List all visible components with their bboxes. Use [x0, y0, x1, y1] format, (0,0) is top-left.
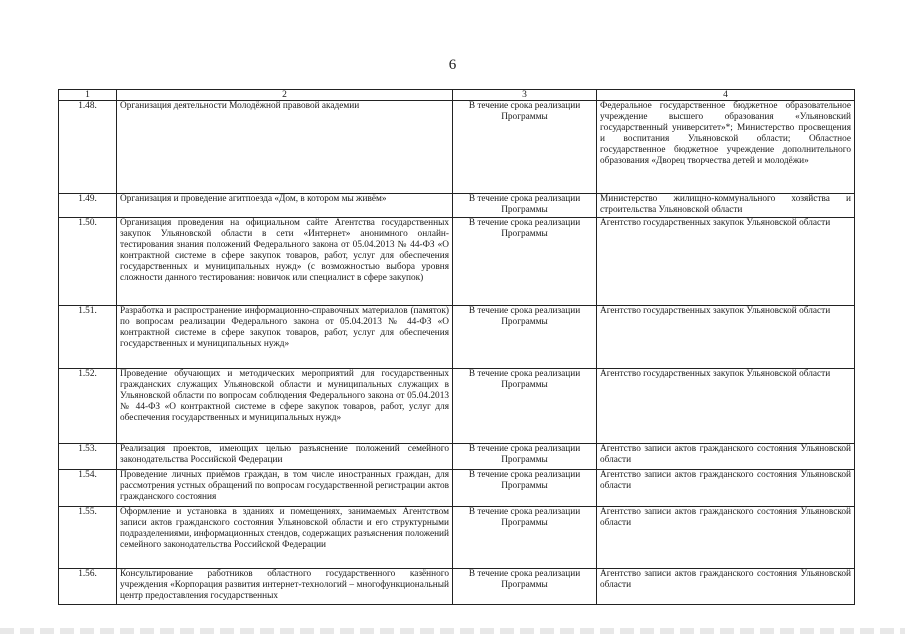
- row-number: 1.49.: [59, 194, 117, 218]
- table-row: [59, 444, 855, 470]
- row-executor: Федеральное государственное бюджетное образовательное учреждение высшего образования «Ульяновский государственный университет»*; Министерство просвещения и воспитания Ульяновской области; Областное государственное бюджетное учреждение дополнительного образования «Дворец творчества детей и молодёжи»: [597, 101, 855, 194]
- row-term: В течение срока реализации Программы: [453, 101, 597, 194]
- table-row: [59, 101, 855, 194]
- row-term: В течение срока реализации Программы: [453, 470, 597, 507]
- row-term: В течение срока реализации Программы: [453, 507, 597, 569]
- row-event: Организация деятельности Молодёжной правовой академии: [117, 101, 453, 194]
- row-event: Оформление и установка в зданиях и помещениях, занимаемых Агентством записи актов гражданского состояния Ульяновской области и его структурными подразделениями, информационных стендов, содержащих разъяснения положений семейного законодательства Российской Федерации: [117, 507, 453, 569]
- row-number: 1.51.: [59, 306, 117, 369]
- page-number: 6: [448, 57, 457, 73]
- row-number: 1.56.: [59, 569, 117, 605]
- row-event: Проведение обучающих и методических мероприятий для государственных гражданских служащих Ульяновской области и муниципальных служащих в Ульяновской области по вопросам соблюдения Федерального закона от 05.04.2013 № 44-ФЗ «О контрактной системе в сфере закупок товаров, работ, услуг для обеспечения государственных и муниципальных нужд»: [117, 369, 453, 444]
- row-executor: Агентство записи актов гражданского состояния Ульяновской области: [597, 569, 855, 605]
- row-event: Организация проведения на официальном сайте Агентства государственных закупок Ульяновской области в сети «Интернет» анонимного онлайн-тестирования знания положений Федерального закона от 05.04.2013 № 44-ФЗ «О контрактной системе в сфере закупок товаров, работ, услуг для обеспечения государственных и муниципальных нужд» (с возможностью выбора уровня сложности данного тестирования: новичок или специалист в сфере закупок): [117, 218, 453, 306]
- row-executor: Агентство записи актов гражданского состояния Ульяновской области: [597, 444, 855, 470]
- row-term: В течение срока реализации Программы: [453, 369, 597, 444]
- table-row: [59, 218, 855, 306]
- row-executor: Министерство жилищно-коммунального хозяйства и строительства Ульяновской области: [597, 194, 855, 218]
- row-term: В течение срока реализации Программы: [453, 218, 597, 306]
- row-number: 1.52.: [59, 369, 117, 444]
- row-event: Проведение личных приёмов граждан, в том числе иностранных граждан, для рассмотрения устных обращений по вопросам государственной регистрации актов гражданского состояния: [117, 470, 453, 507]
- table-row: [59, 470, 855, 507]
- table-row: [59, 569, 855, 605]
- row-event: Консультирование работников областного государственного казённого учреждения «Корпорация развития интернет-технологий – многофункциональный центр предоставления государственных: [117, 569, 453, 605]
- row-number: 1.55.: [59, 507, 117, 569]
- row-executor: Агентство государственных закупок Ульяновской области: [597, 306, 855, 369]
- row-term: В течение срока реализации Программы: [453, 194, 597, 218]
- row-number: 1.54.: [59, 470, 117, 507]
- row-event: Разработка и распространение информационно-справочных материалов (памяток) по вопросам реализации Федерального закона от 05.04.2013 № 44-ФЗ «О контрактной системе в сфере закупок товаров, работ, услуг для обеспечения государственных и муниципальных нужд»: [117, 306, 453, 369]
- row-executor: Агентство записи актов гражданского состояния Ульяновской области: [597, 470, 855, 507]
- row-executor: Агентство государственных закупок Ульяновской области: [597, 218, 855, 306]
- table-header-row: [59, 90, 855, 101]
- column-header-term: 3: [453, 90, 597, 101]
- row-number: 1.50.: [59, 218, 117, 306]
- row-term: В течение срока реализации Программы: [453, 306, 597, 369]
- table-row: [59, 306, 855, 369]
- row-number: 1.48.: [59, 101, 117, 194]
- row-event: Организация и проведение агитпоезда «Дом, в котором мы живём»: [117, 194, 453, 218]
- column-header-executor: 4: [597, 90, 855, 101]
- table-row: [59, 194, 855, 218]
- row-executor: Агентство государственных закупок Ульяновской области: [597, 369, 855, 444]
- column-header-event: 2: [117, 90, 453, 101]
- row-number: 1.53.: [59, 444, 117, 470]
- row-executor: Агентство записи актов гражданского состояния Ульяновской области: [597, 507, 855, 569]
- measures-table: [58, 89, 855, 605]
- column-header-number: 1: [59, 90, 117, 101]
- row-term: В течение срока реализации Программы: [453, 444, 597, 470]
- table-row: [59, 369, 855, 444]
- scan-edge-artifact: [0, 628, 905, 634]
- row-term: В течение срока реализации Программы: [453, 569, 597, 605]
- table-row: [59, 507, 855, 569]
- row-event: Реализация проектов, имеющих целью разъяснение положений семейного законодательства Российской Федерации: [117, 444, 453, 470]
